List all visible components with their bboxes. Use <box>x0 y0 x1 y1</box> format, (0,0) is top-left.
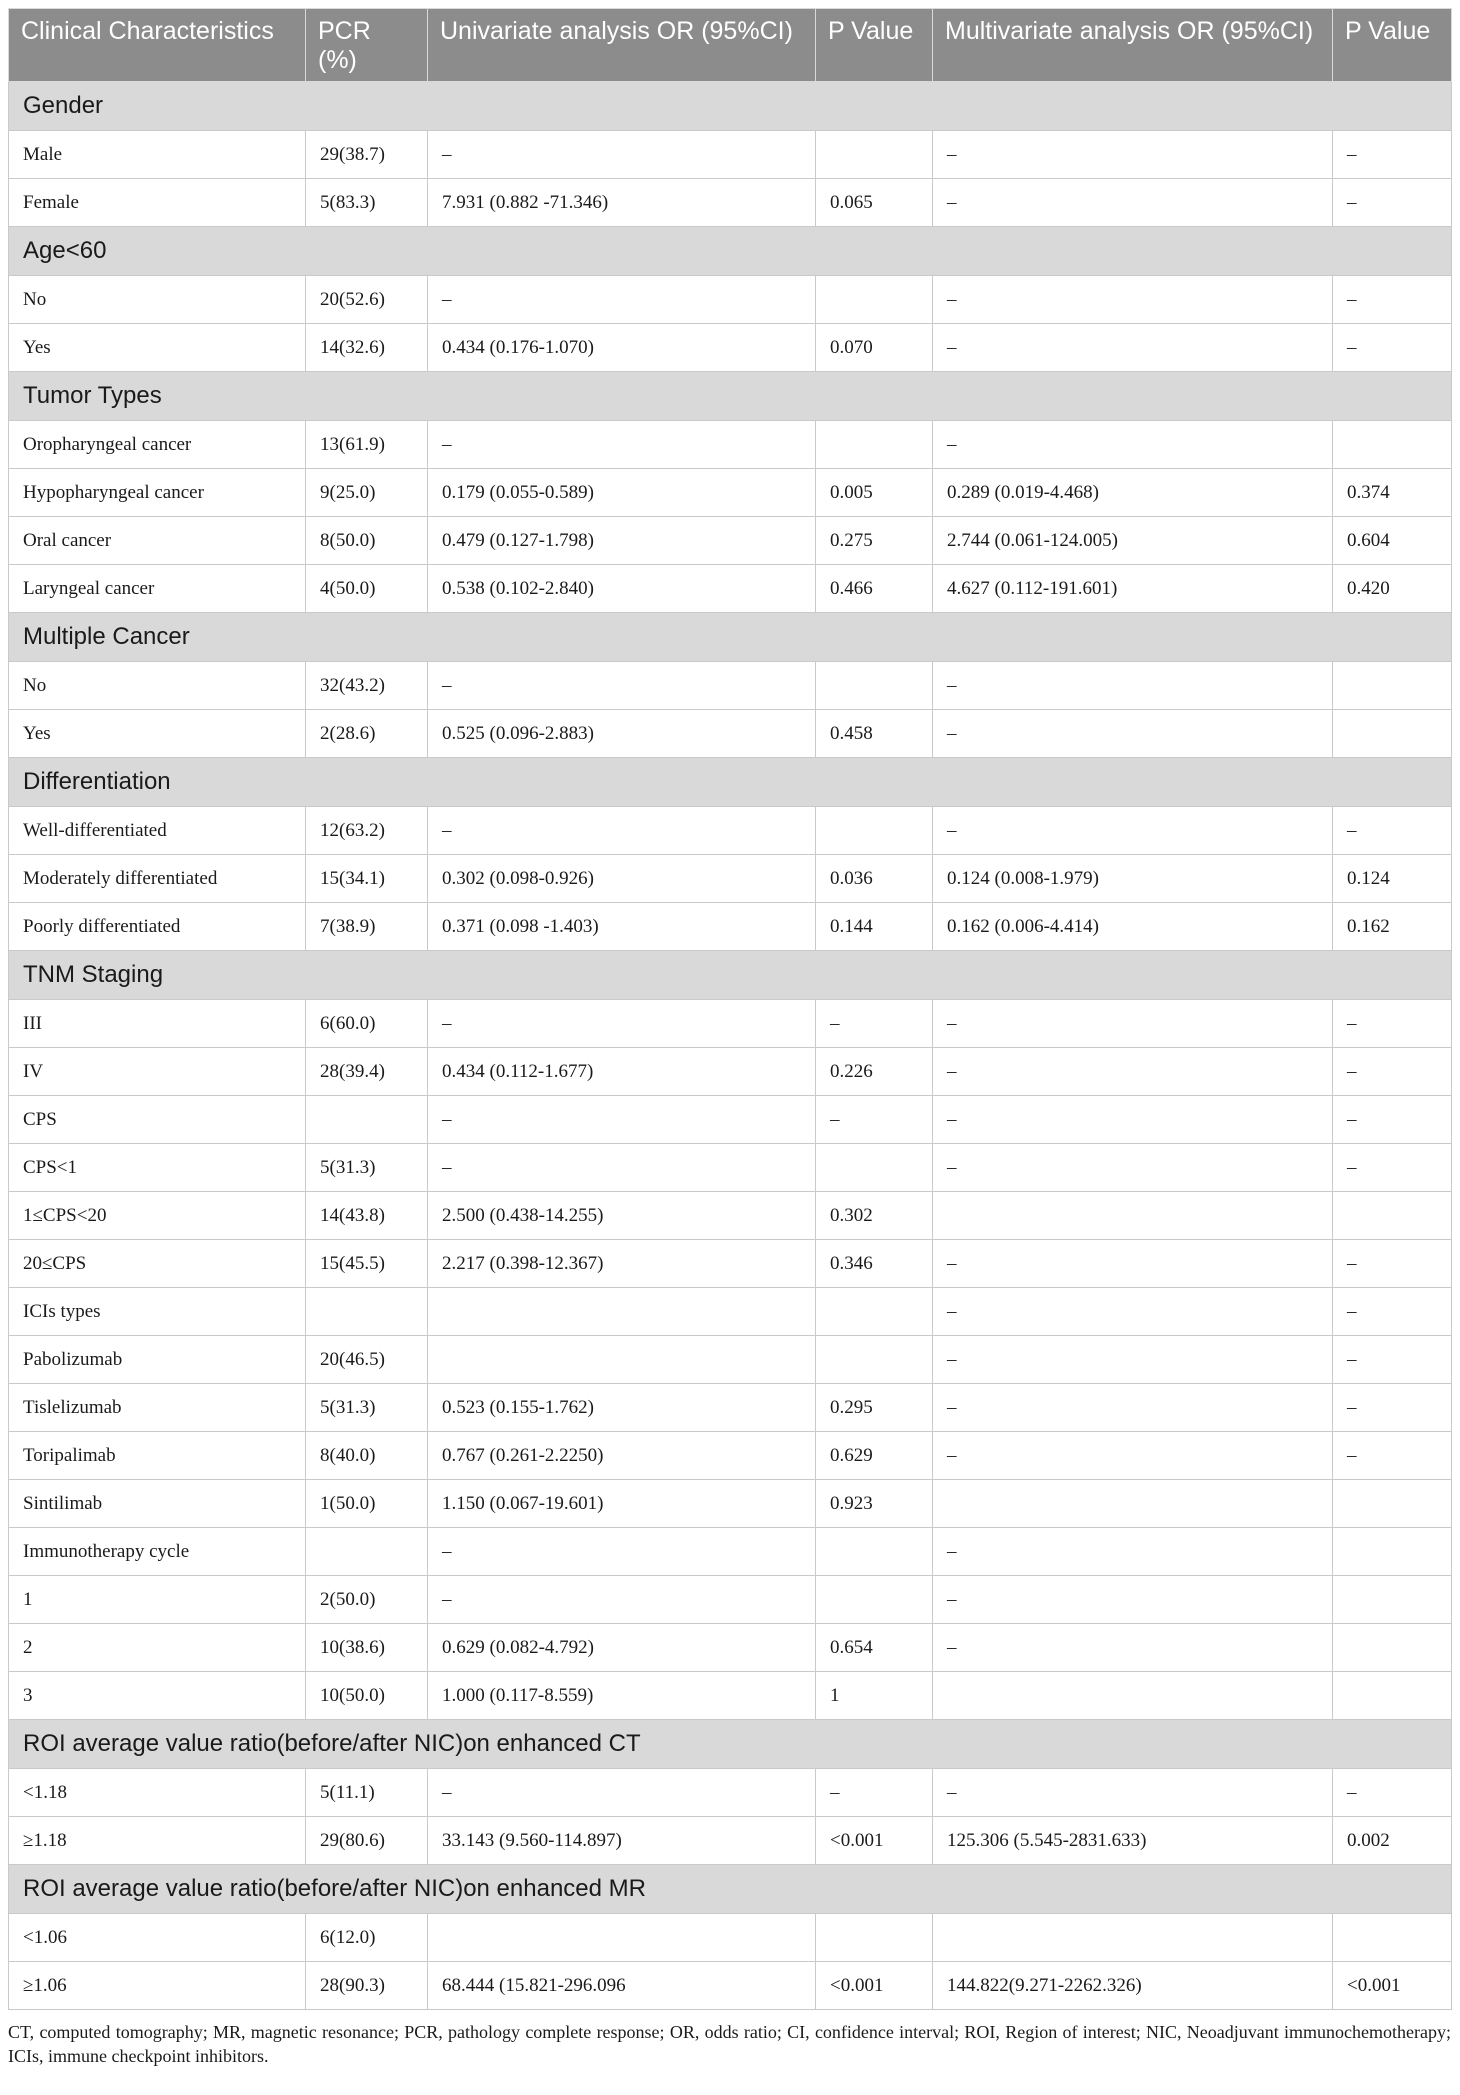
cell-univariate-p <box>816 421 933 469</box>
cell-univariate-or: 0.371 (0.098 -1.403) <box>428 903 816 951</box>
table-row <box>9 565 1452 613</box>
table-row <box>9 1384 1452 1432</box>
cell-univariate-or: – <box>428 276 816 324</box>
cell-pcr: 5(31.3) <box>306 1384 428 1432</box>
cell-characteristic: Yes <box>9 710 306 758</box>
table-row <box>9 1817 1452 1865</box>
cell-univariate-p <box>816 662 933 710</box>
cell-characteristic: <1.06 <box>9 1914 306 1962</box>
cell-multivariate-or: 0.289 (0.019-4.468) <box>933 469 1333 517</box>
cell-multivariate-p: <0.001 <box>1333 1962 1452 2010</box>
cell-univariate-or: 7.931 (0.882 -71.346) <box>428 179 816 227</box>
section-label: Gender <box>9 82 1452 131</box>
section-row <box>9 951 1452 1000</box>
cell-univariate-p: 0.302 <box>816 1192 933 1240</box>
cell-pcr: 28(90.3) <box>306 1962 428 2010</box>
header-pcr: PCR (%) <box>306 9 428 82</box>
cell-characteristic: Sintilimab <box>9 1480 306 1528</box>
table-row <box>9 179 1452 227</box>
cell-univariate-or: – <box>428 131 816 179</box>
cell-multivariate-p: – <box>1333 1096 1452 1144</box>
cell-univariate-or: 0.629 (0.082-4.792) <box>428 1624 816 1672</box>
cell-multivariate-or: – <box>933 1384 1333 1432</box>
table-row <box>9 1048 1452 1096</box>
cell-univariate-or <box>428 1288 816 1336</box>
cell-univariate-p: 0.275 <box>816 517 933 565</box>
cell-pcr: 2(50.0) <box>306 1576 428 1624</box>
cell-multivariate-p <box>1333 1480 1452 1528</box>
section-label: TNM Staging <box>9 951 1452 1000</box>
cell-multivariate-p: – <box>1333 131 1452 179</box>
cell-univariate-p: – <box>816 1000 933 1048</box>
cell-univariate-or: 0.179 (0.055-0.589) <box>428 469 816 517</box>
cell-multivariate-or: – <box>933 1528 1333 1576</box>
table-row <box>9 1144 1452 1192</box>
header-multivariate-p-value: P Value <box>1333 9 1452 82</box>
cell-characteristic: CPS <box>9 1096 306 1144</box>
cell-univariate-p <box>816 131 933 179</box>
cell-multivariate-p <box>1333 421 1452 469</box>
cell-pcr: 8(40.0) <box>306 1432 428 1480</box>
section-label: Multiple Cancer <box>9 613 1452 662</box>
cell-pcr: 13(61.9) <box>306 421 428 469</box>
cell-pcr: 32(43.2) <box>306 662 428 710</box>
cell-multivariate-p: 0.124 <box>1333 855 1452 903</box>
header-clinical-characteristics: Clinical Characteristics <box>9 9 306 82</box>
cell-characteristic: Oral cancer <box>9 517 306 565</box>
cell-multivariate-or: – <box>933 710 1333 758</box>
cell-characteristic: ≥1.18 <box>9 1817 306 1865</box>
cell-univariate-p <box>816 1144 933 1192</box>
cell-characteristic: CPS<1 <box>9 1144 306 1192</box>
cell-pcr: 14(32.6) <box>306 324 428 372</box>
cell-multivariate-p: – <box>1333 179 1452 227</box>
table-row <box>9 710 1452 758</box>
cell-univariate-or: – <box>428 662 816 710</box>
table-row <box>9 1096 1452 1144</box>
cell-univariate-or: 1.000 (0.117-8.559) <box>428 1672 816 1720</box>
cell-univariate-p: 0.005 <box>816 469 933 517</box>
cell-multivariate-or: – <box>933 131 1333 179</box>
cell-pcr: 5(31.3) <box>306 1144 428 1192</box>
cell-characteristic: Immunotherapy cycle <box>9 1528 306 1576</box>
cell-multivariate-or: 0.162 (0.006-4.414) <box>933 903 1333 951</box>
cell-multivariate-p: 0.162 <box>1333 903 1452 951</box>
cell-univariate-p: 0.466 <box>816 565 933 613</box>
table-row <box>9 903 1452 951</box>
cell-characteristic: 1≤CPS<20 <box>9 1192 306 1240</box>
section-row <box>9 758 1452 807</box>
cell-multivariate-or: 4.627 (0.112-191.601) <box>933 565 1333 613</box>
table-figure <box>8 8 1451 2068</box>
cell-univariate-p <box>816 1336 933 1384</box>
cell-characteristic: 20≤CPS <box>9 1240 306 1288</box>
cell-univariate-p: 0.070 <box>816 324 933 372</box>
cell-pcr: 14(43.8) <box>306 1192 428 1240</box>
table-row <box>9 324 1452 372</box>
cell-multivariate-p <box>1333 1914 1452 1962</box>
cell-multivariate-p: – <box>1333 1769 1452 1817</box>
cell-multivariate-p: – <box>1333 807 1452 855</box>
cell-multivariate-or: – <box>933 1432 1333 1480</box>
section-row <box>9 1865 1452 1914</box>
cell-univariate-p <box>816 1528 933 1576</box>
cell-univariate-p: 1 <box>816 1672 933 1720</box>
table-row <box>9 855 1452 903</box>
table-row <box>9 662 1452 710</box>
cell-univariate-or: – <box>428 1144 816 1192</box>
cell-characteristic: 2 <box>9 1624 306 1672</box>
cell-multivariate-p: – <box>1333 324 1452 372</box>
cell-pcr: 9(25.0) <box>306 469 428 517</box>
cell-multivariate-or: – <box>933 1336 1333 1384</box>
cell-univariate-or: – <box>428 1096 816 1144</box>
cell-multivariate-or: – <box>933 807 1333 855</box>
cell-multivariate-or: – <box>933 1144 1333 1192</box>
cell-univariate-or: 0.525 (0.096-2.883) <box>428 710 816 758</box>
cell-multivariate-p: – <box>1333 1288 1452 1336</box>
table-row <box>9 807 1452 855</box>
cell-characteristic: Oropharyngeal cancer <box>9 421 306 469</box>
cell-multivariate-p: – <box>1333 1432 1452 1480</box>
cell-multivariate-or: – <box>933 421 1333 469</box>
cell-characteristic: Hypopharyngeal cancer <box>9 469 306 517</box>
table-row <box>9 1624 1452 1672</box>
table-row <box>9 469 1452 517</box>
cell-multivariate-or: 2.744 (0.061-124.005) <box>933 517 1333 565</box>
table-footnote: CT, computed tomography; MR, magnetic resonance; PCR, pathology complete response; OR, odds ratio; CI, confidence interval; ROI, Region of interest; NIC, Neoadjuvant immunochemotherapy; ICIs, immune checkpoint inhibitors. <box>8 2022 1451 2066</box>
cell-multivariate-p <box>1333 662 1452 710</box>
cell-pcr: 8(50.0) <box>306 517 428 565</box>
table-row <box>9 1962 1452 2010</box>
cell-univariate-p: 0.226 <box>816 1048 933 1096</box>
section-label: ROI average value ratio(before/after NIC)on enhanced CT <box>9 1720 1452 1769</box>
cell-characteristic: No <box>9 276 306 324</box>
table-body <box>9 82 1452 2010</box>
cell-multivariate-or: – <box>933 1240 1333 1288</box>
cell-characteristic: Toripalimab <box>9 1432 306 1480</box>
cell-univariate-or: 0.767 (0.261-2.2250) <box>428 1432 816 1480</box>
cell-univariate-p: 0.923 <box>816 1480 933 1528</box>
table-row <box>9 1192 1452 1240</box>
cell-pcr <box>306 1096 428 1144</box>
cell-univariate-or: 2.500 (0.438-14.255) <box>428 1192 816 1240</box>
cell-multivariate-or: – <box>933 1096 1333 1144</box>
cell-pcr: 12(63.2) <box>306 807 428 855</box>
cell-characteristic: Poorly differentiated <box>9 903 306 951</box>
cell-multivariate-p: – <box>1333 1336 1452 1384</box>
table-row <box>9 1769 1452 1817</box>
cell-univariate-or: – <box>428 1000 816 1048</box>
cell-univariate-p: 0.458 <box>816 710 933 758</box>
cell-multivariate-p <box>1333 710 1452 758</box>
cell-multivariate-or: 0.124 (0.008-1.979) <box>933 855 1333 903</box>
section-row <box>9 82 1452 131</box>
cell-multivariate-or: – <box>933 1576 1333 1624</box>
cell-characteristic: 3 <box>9 1672 306 1720</box>
header-multivariate-or: Multivariate analysis OR (95%CI) <box>933 9 1333 82</box>
cell-multivariate-p <box>1333 1192 1452 1240</box>
cell-multivariate-p: – <box>1333 1384 1452 1432</box>
cell-pcr: 20(52.6) <box>306 276 428 324</box>
cell-univariate-p: 0.295 <box>816 1384 933 1432</box>
cell-multivariate-or <box>933 1914 1333 1962</box>
section-row <box>9 1720 1452 1769</box>
cell-multivariate-or: – <box>933 1624 1333 1672</box>
cell-pcr: 15(34.1) <box>306 855 428 903</box>
table-row <box>9 1528 1452 1576</box>
cell-characteristic: Moderately differentiated <box>9 855 306 903</box>
cell-pcr: 4(50.0) <box>306 565 428 613</box>
cell-multivariate-or <box>933 1672 1333 1720</box>
cell-pcr: 28(39.4) <box>306 1048 428 1096</box>
cell-multivariate-or: – <box>933 1000 1333 1048</box>
cell-univariate-p <box>816 1576 933 1624</box>
section-label: Differentiation <box>9 758 1452 807</box>
cell-characteristic: 1 <box>9 1576 306 1624</box>
cell-multivariate-p <box>1333 1624 1452 1672</box>
cell-characteristic: Well-differentiated <box>9 807 306 855</box>
cell-characteristic: <1.18 <box>9 1769 306 1817</box>
cell-univariate-p: 0.629 <box>816 1432 933 1480</box>
cell-univariate-p <box>816 276 933 324</box>
table-row <box>9 1672 1452 1720</box>
cell-pcr: 7(38.9) <box>306 903 428 951</box>
cell-pcr: 20(46.5) <box>306 1336 428 1384</box>
table-row <box>9 1288 1452 1336</box>
cell-multivariate-or: – <box>933 179 1333 227</box>
cell-univariate-p <box>816 1288 933 1336</box>
cell-multivariate-p: – <box>1333 1000 1452 1048</box>
section-row <box>9 227 1452 276</box>
cell-pcr: 29(38.7) <box>306 131 428 179</box>
cell-univariate-or: 33.143 (9.560-114.897) <box>428 1817 816 1865</box>
table-row <box>9 1480 1452 1528</box>
cell-multivariate-p <box>1333 1576 1452 1624</box>
cell-pcr <box>306 1528 428 1576</box>
table-row <box>9 276 1452 324</box>
clinical-characteristics-table <box>8 8 1452 2010</box>
section-row <box>9 372 1452 421</box>
cell-univariate-p: <0.001 <box>816 1817 933 1865</box>
table-row <box>9 1432 1452 1480</box>
cell-characteristic: ≥1.06 <box>9 1962 306 2010</box>
cell-characteristic: Laryngeal cancer <box>9 565 306 613</box>
cell-multivariate-p: – <box>1333 1048 1452 1096</box>
cell-pcr: 10(38.6) <box>306 1624 428 1672</box>
cell-multivariate-or: – <box>933 1288 1333 1336</box>
header-univariate-p-value: P Value <box>816 9 933 82</box>
cell-univariate-p <box>816 1914 933 1962</box>
cell-univariate-or: 68.444 (15.821-296.096 <box>428 1962 816 2010</box>
header-row <box>9 9 1452 82</box>
cell-multivariate-or: – <box>933 1769 1333 1817</box>
cell-univariate-or: 1.150 (0.067-19.601) <box>428 1480 816 1528</box>
table-row <box>9 1000 1452 1048</box>
cell-multivariate-p <box>1333 1672 1452 1720</box>
cell-multivariate-or: – <box>933 1048 1333 1096</box>
cell-univariate-p: 0.346 <box>816 1240 933 1288</box>
cell-univariate-or: 0.523 (0.155-1.762) <box>428 1384 816 1432</box>
cell-multivariate-or: 125.306 (5.545-2831.633) <box>933 1817 1333 1865</box>
cell-pcr: 5(83.3) <box>306 179 428 227</box>
cell-pcr: 15(45.5) <box>306 1240 428 1288</box>
cell-univariate-or: 0.434 (0.112-1.677) <box>428 1048 816 1096</box>
cell-pcr: 10(50.0) <box>306 1672 428 1720</box>
cell-characteristic: Female <box>9 179 306 227</box>
cell-univariate-or: 0.538 (0.102-2.840) <box>428 565 816 613</box>
section-row <box>9 613 1452 662</box>
cell-univariate-or: – <box>428 421 816 469</box>
cell-multivariate-p: 0.420 <box>1333 565 1452 613</box>
cell-characteristic: No <box>9 662 306 710</box>
table-row <box>9 1336 1452 1384</box>
cell-pcr <box>306 1288 428 1336</box>
table-row <box>9 421 1452 469</box>
table-row <box>9 517 1452 565</box>
cell-multivariate-or: – <box>933 276 1333 324</box>
cell-multivariate-p: – <box>1333 1240 1452 1288</box>
cell-multivariate-p: 0.002 <box>1333 1817 1452 1865</box>
cell-univariate-or: 0.479 (0.127-1.798) <box>428 517 816 565</box>
cell-pcr: 5(11.1) <box>306 1769 428 1817</box>
cell-characteristic: Yes <box>9 324 306 372</box>
cell-univariate-or: 0.302 (0.098-0.926) <box>428 855 816 903</box>
cell-pcr: 6(60.0) <box>306 1000 428 1048</box>
cell-multivariate-p: – <box>1333 1144 1452 1192</box>
cell-univariate-or: – <box>428 1769 816 1817</box>
cell-univariate-p: 0.654 <box>816 1624 933 1672</box>
cell-pcr: 1(50.0) <box>306 1480 428 1528</box>
table-row <box>9 1240 1452 1288</box>
cell-characteristic: Tislelizumab <box>9 1384 306 1432</box>
cell-characteristic: IV <box>9 1048 306 1096</box>
cell-univariate-or <box>428 1336 816 1384</box>
header-univariate-or: Univariate analysis OR (95%CI) <box>428 9 816 82</box>
cell-multivariate-p <box>1333 1528 1452 1576</box>
cell-univariate-p: <0.001 <box>816 1962 933 2010</box>
table-row <box>9 131 1452 179</box>
cell-multivariate-or: – <box>933 662 1333 710</box>
section-label: Tumor Types <box>9 372 1452 421</box>
cell-multivariate-p: 0.604 <box>1333 517 1452 565</box>
cell-univariate-p: – <box>816 1769 933 1817</box>
section-label: ROI average value ratio(before/after NIC)on enhanced MR <box>9 1865 1452 1914</box>
table-row <box>9 1576 1452 1624</box>
cell-univariate-or: 0.434 (0.176-1.070) <box>428 324 816 372</box>
cell-univariate-p: 0.036 <box>816 855 933 903</box>
cell-univariate-or: – <box>428 807 816 855</box>
cell-characteristic: III <box>9 1000 306 1048</box>
cell-univariate-p: 0.144 <box>816 903 933 951</box>
cell-characteristic: ICIs types <box>9 1288 306 1336</box>
section-label: Age<60 <box>9 227 1452 276</box>
cell-pcr: 29(80.6) <box>306 1817 428 1865</box>
cell-univariate-p <box>816 807 933 855</box>
cell-univariate-p: – <box>816 1096 933 1144</box>
cell-multivariate-p: – <box>1333 276 1452 324</box>
cell-univariate-p: 0.065 <box>816 179 933 227</box>
table-row <box>9 1914 1452 1962</box>
cell-characteristic: Pabolizumab <box>9 1336 306 1384</box>
cell-multivariate-p: 0.374 <box>1333 469 1452 517</box>
cell-univariate-or <box>428 1914 816 1962</box>
cell-pcr: 6(12.0) <box>306 1914 428 1962</box>
cell-multivariate-or: 144.822(9.271-2262.326) <box>933 1962 1333 2010</box>
cell-multivariate-or: – <box>933 324 1333 372</box>
cell-characteristic: Male <box>9 131 306 179</box>
cell-multivariate-or <box>933 1480 1333 1528</box>
cell-univariate-or: 2.217 (0.398-12.367) <box>428 1240 816 1288</box>
cell-pcr: 2(28.6) <box>306 710 428 758</box>
cell-univariate-or: – <box>428 1576 816 1624</box>
cell-univariate-or: – <box>428 1528 816 1576</box>
cell-multivariate-or <box>933 1192 1333 1240</box>
